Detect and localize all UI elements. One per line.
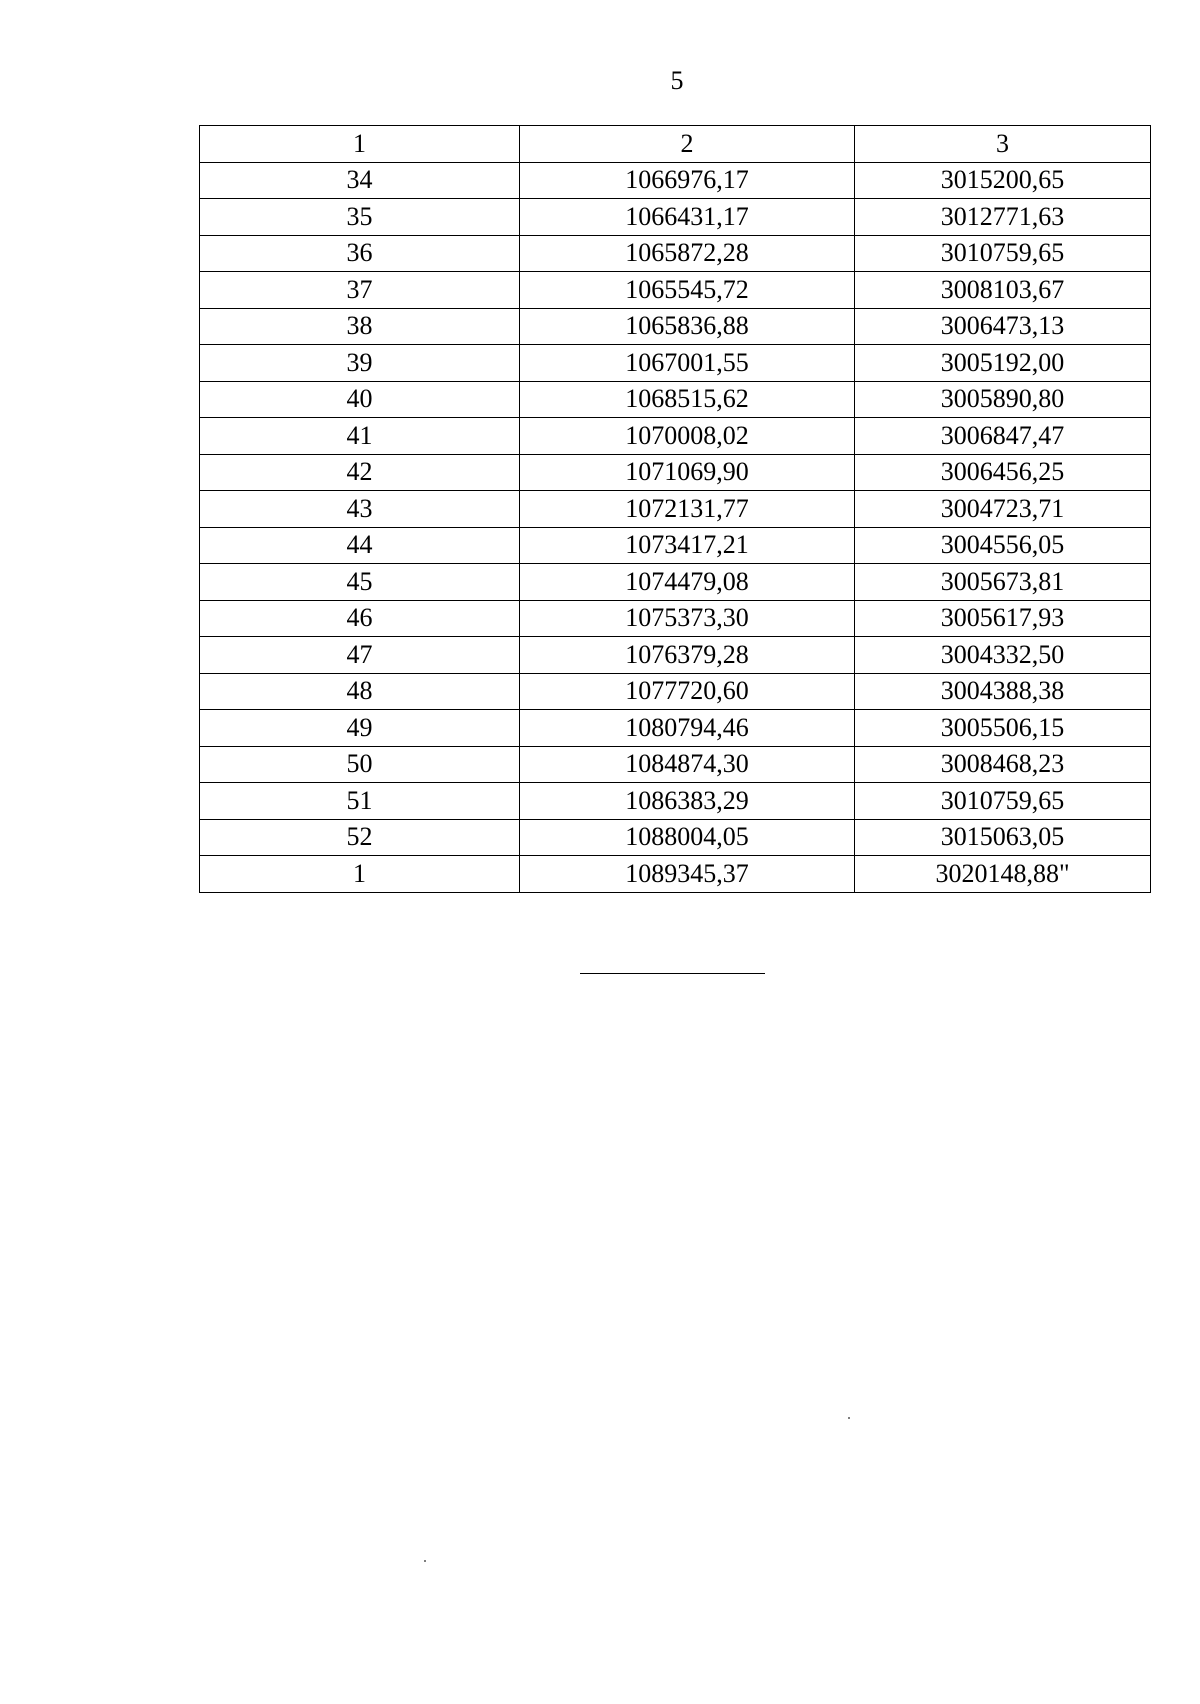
table-cell-col-1: 38 [200,308,520,345]
table-cell-col-1: 1 [200,856,520,893]
table-cell-col-1: 50 [200,746,520,783]
table-row [200,600,1151,637]
table-row [200,673,1151,710]
table-row [200,564,1151,601]
table-row [200,308,1151,345]
table-cell-col-3: 3004723,71 [855,491,1151,528]
table-cell-col-3: 3005673,81 [855,564,1151,601]
table-row [200,418,1151,455]
table-cell-col-1: 39 [200,345,520,382]
table-cell-col-2: 1072131,77 [520,491,855,528]
table-cell-col-3: 3010759,65 [855,783,1151,820]
scan-speck [848,1417,850,1419]
table-row [200,381,1151,418]
table-cell-col-2: 1067001,55 [520,345,855,382]
column-header-3: 3 [855,126,1151,163]
table-cell-col-3: 3004556,05 [855,527,1151,564]
table-row [200,491,1151,528]
table-cell-col-3: 3004332,50 [855,637,1151,674]
table-cell-col-2: 1068515,62 [520,381,855,418]
table-cell-col-1: 49 [200,710,520,747]
table-cell-col-1: 34 [200,162,520,199]
table-row [200,162,1151,199]
table-cell-col-1: 44 [200,527,520,564]
table-cell-col-2: 1065545,72 [520,272,855,309]
table-cell-col-1: 40 [200,381,520,418]
table-cell-col-1: 37 [200,272,520,309]
table-cell-col-3: 3006847,47 [855,418,1151,455]
table-cell-col-1: 51 [200,783,520,820]
table-row [200,454,1151,491]
table-cell-col-3: 3012771,63 [855,199,1151,236]
table-cell-col-1: 36 [200,235,520,272]
table-cell-col-3: 3006456,25 [855,454,1151,491]
table-cell-col-2: 1065872,28 [520,235,855,272]
table-cell-col-3: 3004388,38 [855,673,1151,710]
table-cell-col-3: 3006473,13 [855,308,1151,345]
table-cell-col-3: 3005506,15 [855,710,1151,747]
table-cell-col-1: 35 [200,199,520,236]
table-cell-col-2: 1086383,29 [520,783,855,820]
coordinates-table [199,125,1151,893]
table-row [200,272,1151,309]
table-cell-col-3: 3005192,00 [855,345,1151,382]
table-cell-col-2: 1088004,05 [520,819,855,856]
table-cell-col-2: 1073417,21 [520,527,855,564]
table-row [200,710,1151,747]
table-cell-col-2: 1066976,17 [520,162,855,199]
table-cell-col-3: 3015063,05 [855,819,1151,856]
table-row [200,783,1151,820]
table-row [200,746,1151,783]
table-row [200,856,1151,893]
table-cell-col-2: 1080794,46 [520,710,855,747]
column-header-2: 2 [520,126,855,163]
table-cell-col-2: 1070008,02 [520,418,855,455]
table-row [200,527,1151,564]
table-cell-col-2: 1084874,30 [520,746,855,783]
table-body [200,162,1151,892]
page-number: 5 [670,66,684,95]
table-cell-col-2: 1077720,60 [520,673,855,710]
table-cell-col-1: 41 [200,418,520,455]
table-row [200,637,1151,674]
table-cell-col-2: 1071069,90 [520,454,855,491]
table-cell-col-2: 1089345,37 [520,856,855,893]
scan-speck [424,1560,426,1562]
table-cell-col-1: 45 [200,564,520,601]
table-cell-col-2: 1066431,17 [520,199,855,236]
table-cell-col-1: 42 [200,454,520,491]
table-cell-col-2: 1074479,08 [520,564,855,601]
table-header-row [200,126,1151,163]
column-header-1: 1 [200,126,520,163]
table-cell-col-1: 43 [200,491,520,528]
table-cell-col-3: 3005617,93 [855,600,1151,637]
table-row [200,345,1151,382]
table-cell-col-1: 47 [200,637,520,674]
table-cell-col-1: 46 [200,600,520,637]
table-row [200,819,1151,856]
table-cell-col-3: 3015200,65 [855,162,1151,199]
table-cell-col-3: 3005890,80 [855,381,1151,418]
table-cell-col-3: 3008468,23 [855,746,1151,783]
table-cell-col-2: 1076379,28 [520,637,855,674]
end-of-document-rule [580,973,765,974]
table-cell-col-3: 3008103,67 [855,272,1151,309]
table-cell-col-1: 48 [200,673,520,710]
table-cell-col-2: 1075373,30 [520,600,855,637]
table-cell-col-3: 3020148,88" [855,856,1151,893]
table-row [200,235,1151,272]
table-cell-col-3: 3010759,65 [855,235,1151,272]
table-row [200,199,1151,236]
table-cell-col-1: 52 [200,819,520,856]
table-cell-col-2: 1065836,88 [520,308,855,345]
